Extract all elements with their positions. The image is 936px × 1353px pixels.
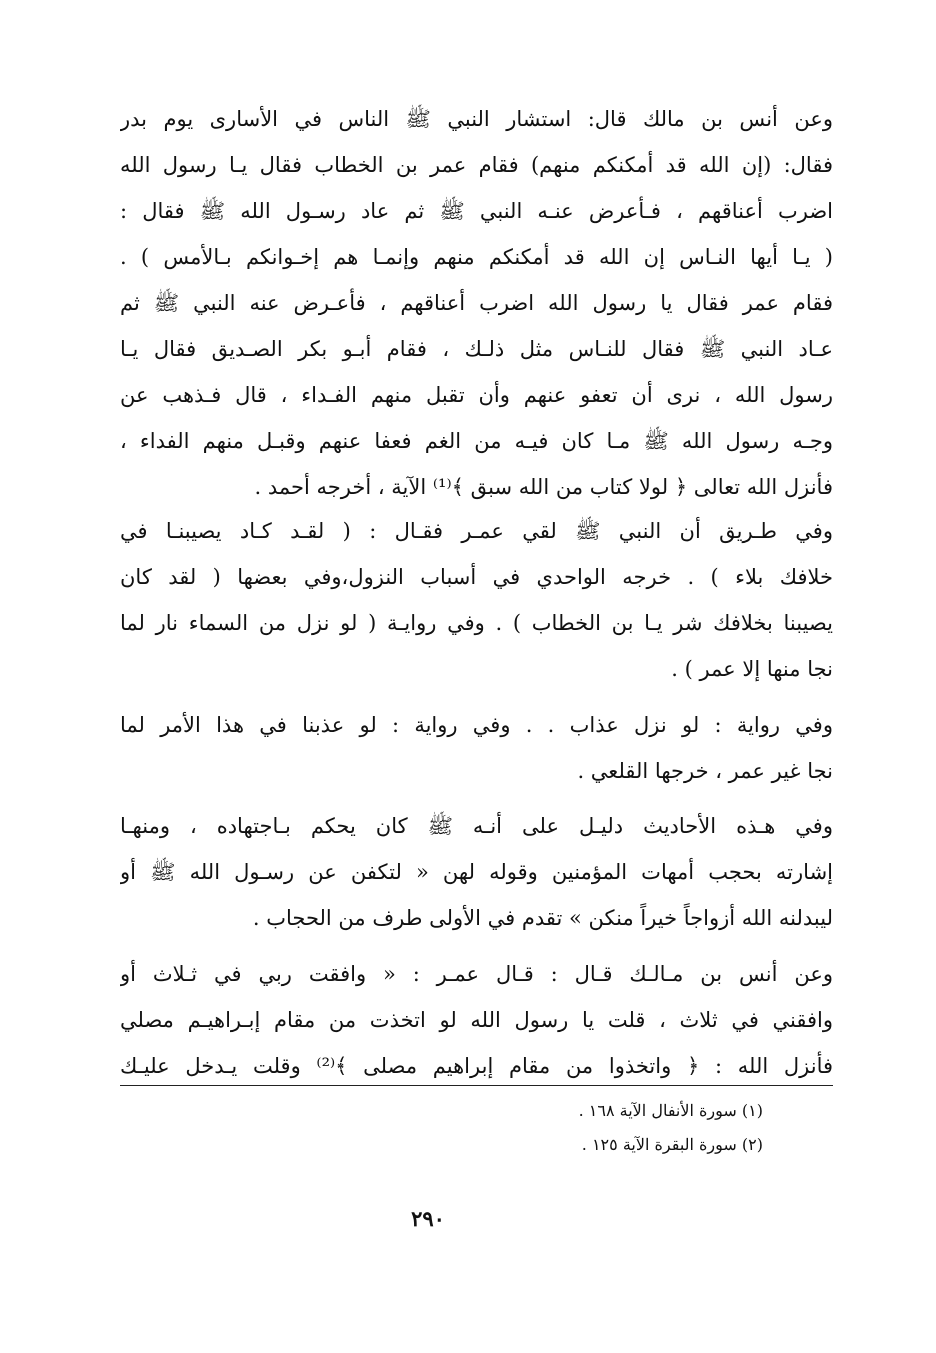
text-line: عـاد النبي ﷺ فقال للنـاس مثل ذلـك ، فقام أبـو بكر الصـديق فقال يـا: [120, 337, 833, 361]
text-line: فأنزل الله تعالى ﴿ لولا كتاب من الله سبق ﴾⁽¹⁾ الآية ، أخرجه أحمد .: [254, 475, 833, 499]
text-line: فأنزل الله : ﴿ واتخذوا من مقام إبراهيم مصلى ﴾⁽²⁾ وقلت يـدخل عليـك: [120, 1054, 833, 1078]
text-line: فقال: (إن الله قد أمكنكم منهم) فقام عمر بن الخطاب فقال يـا رسول الله: [120, 153, 833, 177]
text-line: نجا منها إلا عمر ) .: [671, 657, 833, 681]
paragraph-ijtihad: [120, 803, 833, 941]
page-number: ٢٩٠: [411, 1206, 445, 1231]
paragraph-agreements: [120, 951, 833, 1089]
footnotes: [120, 1094, 763, 1162]
text-line: وعن أنس بن مـالـك قـال : قـال عمـر : « وافقت ربي في ثـلاث أو: [120, 962, 833, 986]
paragraph-badr-captives: [120, 96, 833, 510]
footnote-2: (٢) سورة البقرة الآية ١٢٥ .: [581, 1135, 763, 1154]
text-line: خلافك بلاء ) . خرجه الواحدي في أسباب النزول،وفي بعضها ( لقد كان: [120, 565, 833, 589]
text-line: فقام عمر فقال يا رسول الله اضرب أعناقهم ، فأعـرض عنه النبي ﷺ ثم: [120, 291, 833, 315]
paragraph-another-route: [120, 508, 833, 692]
text-line: وجـه رسول الله ﷺ مـا كان فيـه من الغم فعفا عنهم وقبـل منهم الفداء ،: [120, 429, 833, 453]
text-line: وفي رواية : لو نزل عذاب . . وفي رواية : لو عذبنا في هذا الأمر لما: [120, 713, 833, 737]
text-line: اضرب أعناقهم ، فـأعرض عنـه النبي ﷺ ثم عاد رسـول الله ﷺ فقال :: [120, 199, 833, 223]
footnote-divider: [120, 1085, 833, 1086]
text-line: ليبدلنه الله أزواجاً خيراً منكن » تقدم في الأولى طرف من الحجاب .: [252, 906, 833, 930]
text-line: رسول الله ، نرى أن تعفو عنهم وأن تقبل منهم الفـداء ، قال فـذهب عن: [120, 383, 833, 407]
text-line: إشارته بحجب أمهات المؤمنين وقوله لهن « لتكفن عن رسـول الله ﷺ أو: [120, 860, 833, 884]
text-line: وافقني في ثلاث ، قلت يا رسول الله لو اتخذت من مقام إبـراهيـم مصلي: [120, 1008, 833, 1032]
text-line: وفي طـريق أن النبي ﷺ لقي عمـر فقـال : ( لقـد كـاد يصيبنـا في: [120, 519, 833, 543]
text-line: وعن أنس بن مالك قال: استشار النبي ﷺ الناس في الأسارى يوم بدر: [120, 107, 833, 131]
text-line: نجا غير عمر ، خرجها القلعي .: [577, 759, 833, 783]
footnote-1: (١) سورة الأنفال الآية ١٦٨ .: [578, 1101, 763, 1120]
paragraph-narrations: [120, 702, 833, 794]
text-line: وفي هـذه الأحاديث دليـل على أنـه ﷺ كان يحكم بـاجتهاده ، ومنهـا: [120, 814, 833, 838]
text-line: ( يـا أيها النـاس إن الله قد أمكنكم منهم وإنمـا هم إخـوانكم بـالأمس ) .: [120, 245, 833, 269]
text-line: يصيبنا بخلافك شر يـا بن الخطاب ) . وفي روايـة ( لو نزل من السماء نار لما: [120, 611, 833, 635]
